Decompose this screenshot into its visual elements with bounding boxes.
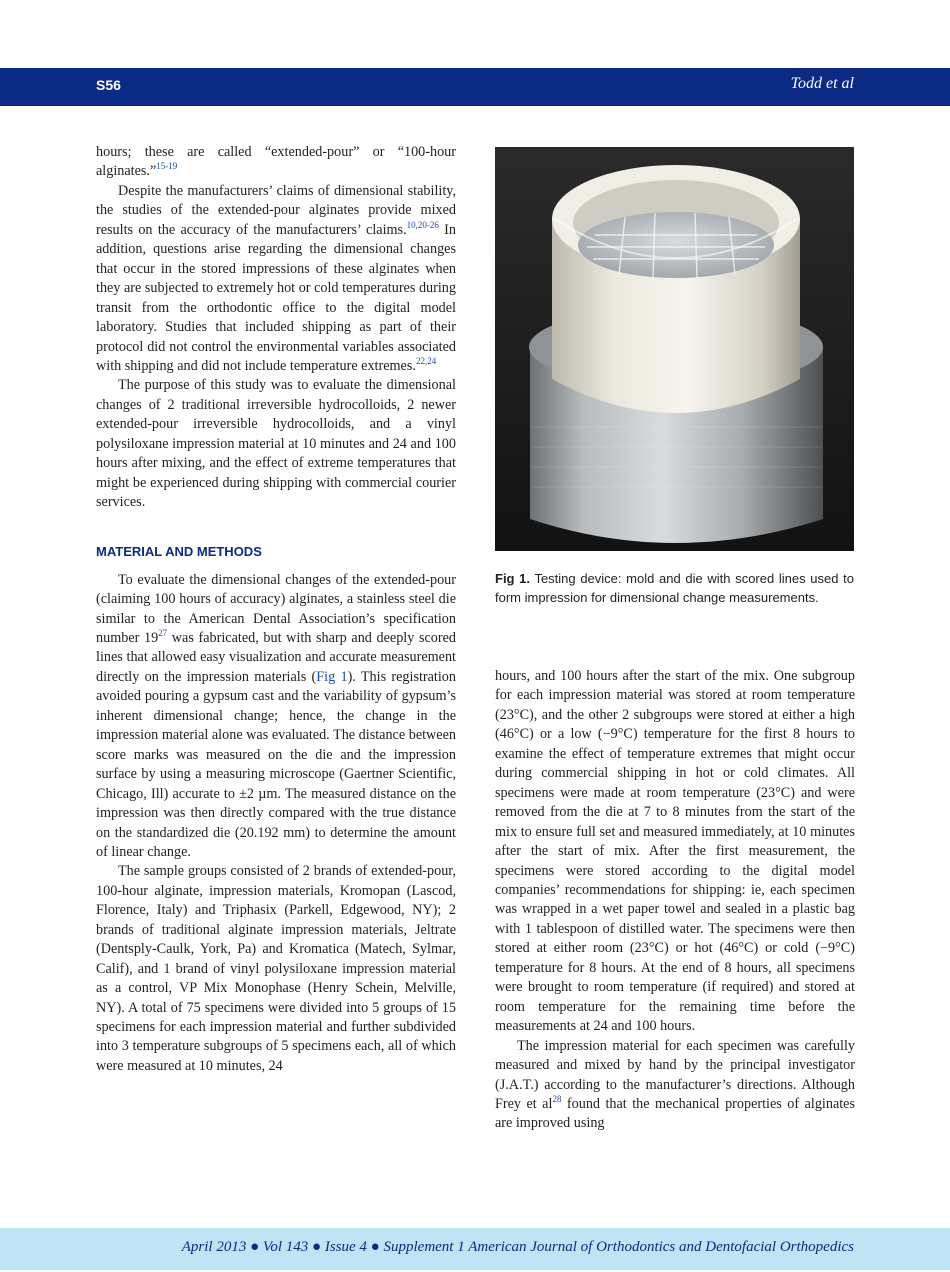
paragraph: hours, and 100 hours after the start of the mix. One subgroup for each impression material was stored at room temperature (23°C), and the other 2 subgroups were stored at either a high (46°C) or a low (−9°C) temperature for the first 8 hours to examine the effect of temperature extremes that might occur during commercial shipping in hot or cold climates. All specimens were made at room temperature (23°C) and were removed from the die at 7 to 8 minutes from the start of the mix to ensure full set and measured immediately, at 10 minutes after the start of mix. After the first measurement, the specimens were stored according to the digital model companies’ recommendations for shipping: ie, each specimen was wrapped in a wet paper towel and sealed in a plastic bag with 1 tablespoon of distilled water. The specimens were then stored at either room (23°C) or hot (46°C) or cold (−9°C) temperature for 8 hours. At the end of 8 hours, all specimens were brought to room temperature (if required) and stored at room temperature for the remaining time before the measurements at 24 and 100 hours. bbox=[495, 668, 855, 1035]
figure-caption: Fig 1. Testing device: mold and die with scored lines used to form impression for dimensional change measurements. bbox=[495, 571, 854, 605]
paragraph: The impression material for each specimen was carefully measured and mixed by hand by the principal investigator (J.A.T.) according to the manufacturer’s directions. Although Frey et al$^{28}$ found that the mechanical properties of alginates are improved using bbox=[495, 1037, 856, 1132]
paragraph: hours; these are called “extended-pour” or “100-hour alginates.”$^{15-19}$ bbox=[96, 144, 456, 180]
citation-link[interactable]: 27 bbox=[158, 627, 168, 638]
citation-link[interactable]: 22,24 bbox=[415, 355, 437, 366]
journal-footer bbox=[0, 1228, 950, 1270]
citation-link[interactable]: 28 bbox=[552, 1093, 562, 1104]
citation-link[interactable]: 10,20-26 bbox=[406, 219, 439, 230]
paragraph: The purpose of this study was to evaluate the dimensional changes of 2 traditional irreversible hydrocolloids, 2 newer extended-pour irreversible hydrocolloids, and a vinyl polysiloxane impression material at 10 minutes and 24 and 100 hours after mixing, and the effect of extreme temperatures that might be experienced during shipping with commercial courier services. bbox=[96, 377, 456, 511]
paragraph: Despite the manufacturers’ claims of dimensional stability, the studies of the extended-pour alginates provide mixed results on the accuracy of the manufacturers’ claims.$^{10,20-26}$ In addition, questions arise regarding the dimensional changes that occur in the stored impressions of these alginates when they are subjected to extremely hot or cold temperatures during transit from the orthodontic office to the digital model laboratory. Studies that included shipping as part of their protocol did not control the environmental variables associated with shipping and did not include temperature extremes.$^{22,24}$ bbox=[96, 182, 456, 374]
figure-link[interactable]: Fig 1 bbox=[316, 668, 348, 685]
journal-citation: April 2013 ● Vol 143 ● Issue 4 ● Supplement 1 American Journal of Orthodontics and Dentofacial Orthopedics bbox=[181, 1239, 854, 1255]
paragraph: The sample groups consisted of 2 brands of extended-pour, 100-hour alginate, impression materials, Kromopan (Lascod, Florence, Italy) and Triphasix (Parkell, Edgewood, NY); 2 brands of traditional alginate impression materials, Jeltrate (Dentsply-Caulk, York, Pa) and Kromatica (Matech, Sylmar, Calif), and 1 brand of vinyl polysiloxane impression material as a control, VP Mix Monophase (Henry Schein, Melville, NY). A total of 75 specimens were divided into 5 groups of 15 specimens for each impression material and further subdivided into 3 temperature subgroups of 5 specimens each, all of which were measured at 10 minutes, 24 bbox=[96, 863, 456, 1074]
right-column bbox=[495, 667, 855, 1134]
running-author: Todd et al bbox=[790, 75, 854, 92]
running-header bbox=[0, 68, 950, 106]
mold-and-die-photo bbox=[495, 147, 854, 551]
section-heading: MATERIAL AND METHODS bbox=[96, 543, 262, 559]
paragraph: To evaluate the dimensional changes of the extended-pour (claiming 100 hours of accuracy) alginates, a stainless steel die similar to the American Dental Association’s specification number 19$^{27}$ was fabricated, but with sharp and deeply scored lines that allowed easy visualization and accurate measurement directly on the impression materials (Fig 1). This registration avoided pouring a gypsum cast and the variability of gypsum’s inherent dimensional change; hence, the change in the impression material alone was evaluated. The distance between score marks was measured on the die and the impression surface by using a measuring microscope (Gaertner Scientific, Chicago, Ill) accurate to ±2 µm. The measured distance on the impression was then directly compared with the true distance on the standardized die (20.192 mm) to determine the amount of linear change. bbox=[96, 571, 457, 860]
page-number: S56 bbox=[96, 77, 121, 93]
citation-link[interactable]: 15-19 bbox=[156, 161, 178, 172]
figure-label: Fig 1. bbox=[495, 571, 531, 586]
left-column bbox=[96, 143, 456, 1076]
figure-image bbox=[495, 147, 854, 551]
